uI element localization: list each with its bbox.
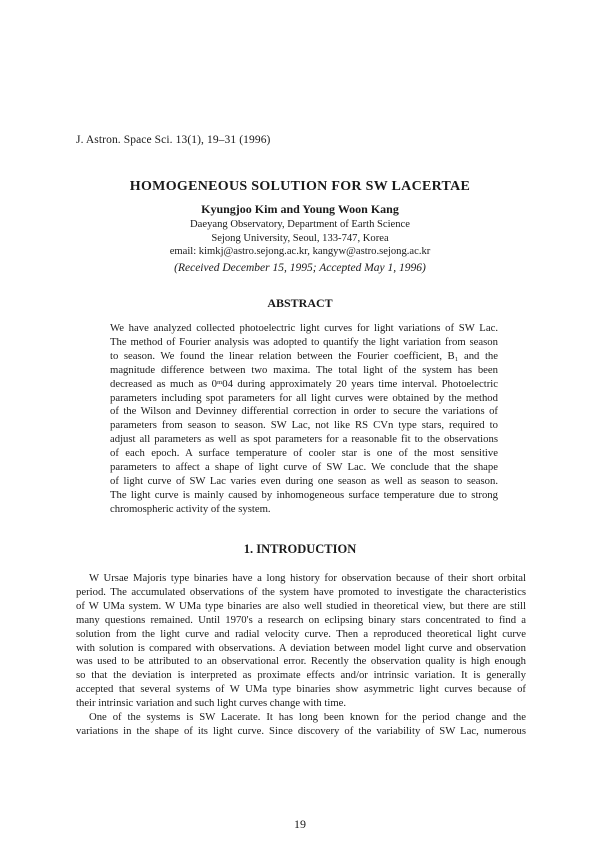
affiliation-line-2: Sejong University, Seoul, 133-747, Korea xyxy=(211,232,389,244)
intro-line: so that the deviation is interpreted as proximate effects and/or intrinsic variation. It is generally xyxy=(76,669,526,682)
intro-line: was used to be attributed to an observational error. Recently the observation quality is high enough xyxy=(76,655,526,668)
received-dates: (Received December 15, 1995; Accepted May 1, 1996) xyxy=(174,262,426,274)
intro-line: W Ursae Majoris type binaries have a long history for observation because of their short orbital xyxy=(89,572,526,584)
abstract-line: of light curve of SW Lac varies even during one season as well as season to season. xyxy=(110,474,498,487)
intro-line: period. The accumulated observations of the system have promoted to investigate the characteristics xyxy=(76,585,526,598)
abstract-line: parameters including spot parameters for all light curves were obtained by the method xyxy=(110,391,498,404)
abstract-line: parameters from season to season. SW Lac, not like RS CVn type stars, required to xyxy=(110,419,498,432)
intro-line: accepted that several systems of W UMa type binaries show asymmetric light curves because of xyxy=(76,683,526,696)
paper-title: HOMOGENEOUS SOLUTION FOR SW LACERTAE xyxy=(129,179,471,194)
author-line: Kyungjoo Kim and Young Woon Kang xyxy=(201,202,399,216)
abstract-line-last: chromospheric activity of the system. xyxy=(110,502,271,515)
abstract-line: to season. We found the linear relation between the Fourier coefficient, B₁ and the xyxy=(110,349,498,362)
abstract-line: of each epoch. A surface temperature of cooler star is one of the most sensitive xyxy=(110,447,498,460)
journal-reference: J. Astron. Space Sci. 13(1), 19–31 (1996) xyxy=(76,134,271,146)
abstract-heading: ABSTRACT xyxy=(267,296,333,310)
intro-line: variations in the shape of its light curve. Since discovery of the variability of SW Lac, numerous xyxy=(76,724,526,737)
abstract-line: We have analyzed collected photoelectric light curves for light variations of SW Lac. xyxy=(110,322,498,334)
affiliation-email-line: email: kimkj@astro.sejong.ac.kr, kangyw@astro.sejong.ac.kr xyxy=(169,246,431,257)
intro-line: with solution is compared with observations. A deviation between model light curve and observation xyxy=(76,641,526,654)
intro-line-paragraph-end: their intrinsic variation and such light curves change with time. xyxy=(76,697,347,710)
intro-line: of W UMa system. W UMa type binaries are also well studied in theoretical view, but there are still xyxy=(76,599,526,612)
abstract-line: The method of Fourier analysis was adopted to quantify the light variation from season xyxy=(110,335,498,348)
abstract-line: of the Wilson and Devinney differential correction in order to secure the variations of xyxy=(110,405,498,418)
intro-line: solution from the light curve and radial velocity curve. Then a reproduced theoretical light curve xyxy=(76,627,526,640)
abstract-line: adjust all parameters as well as spot parameters for a reasonable fit to the observations xyxy=(110,433,498,446)
abstract-line: decreased as much as 0ᵐ04 during approximately 20 years time interval. Photoelectric xyxy=(110,377,498,390)
intro-line: One of the systems is SW Lacerate. It has long been known for the period change and the xyxy=(89,711,526,724)
intro-line: many questions remained. Until 1970's a research on eclipsing binary stars concentrated to find a xyxy=(76,613,526,626)
abstract-line: The light curve is mainly caused by inhomogeneous surface temperature due to strong xyxy=(110,488,498,501)
introduction-heading: 1. INTRODUCTION xyxy=(243,542,357,556)
introduction-body xyxy=(76,572,526,739)
page-number: 19 xyxy=(294,817,306,831)
abstract-line: magnitude difference between two maxima. The total light of the system has been xyxy=(110,363,498,376)
abstract-line: parameters to affect a shape of light curve of SW Lac. We conclude that the shape xyxy=(110,461,498,474)
affiliation-line-1: Daeyang Observatory, Department of Earth Science xyxy=(190,219,410,230)
abstract-body xyxy=(110,322,498,517)
